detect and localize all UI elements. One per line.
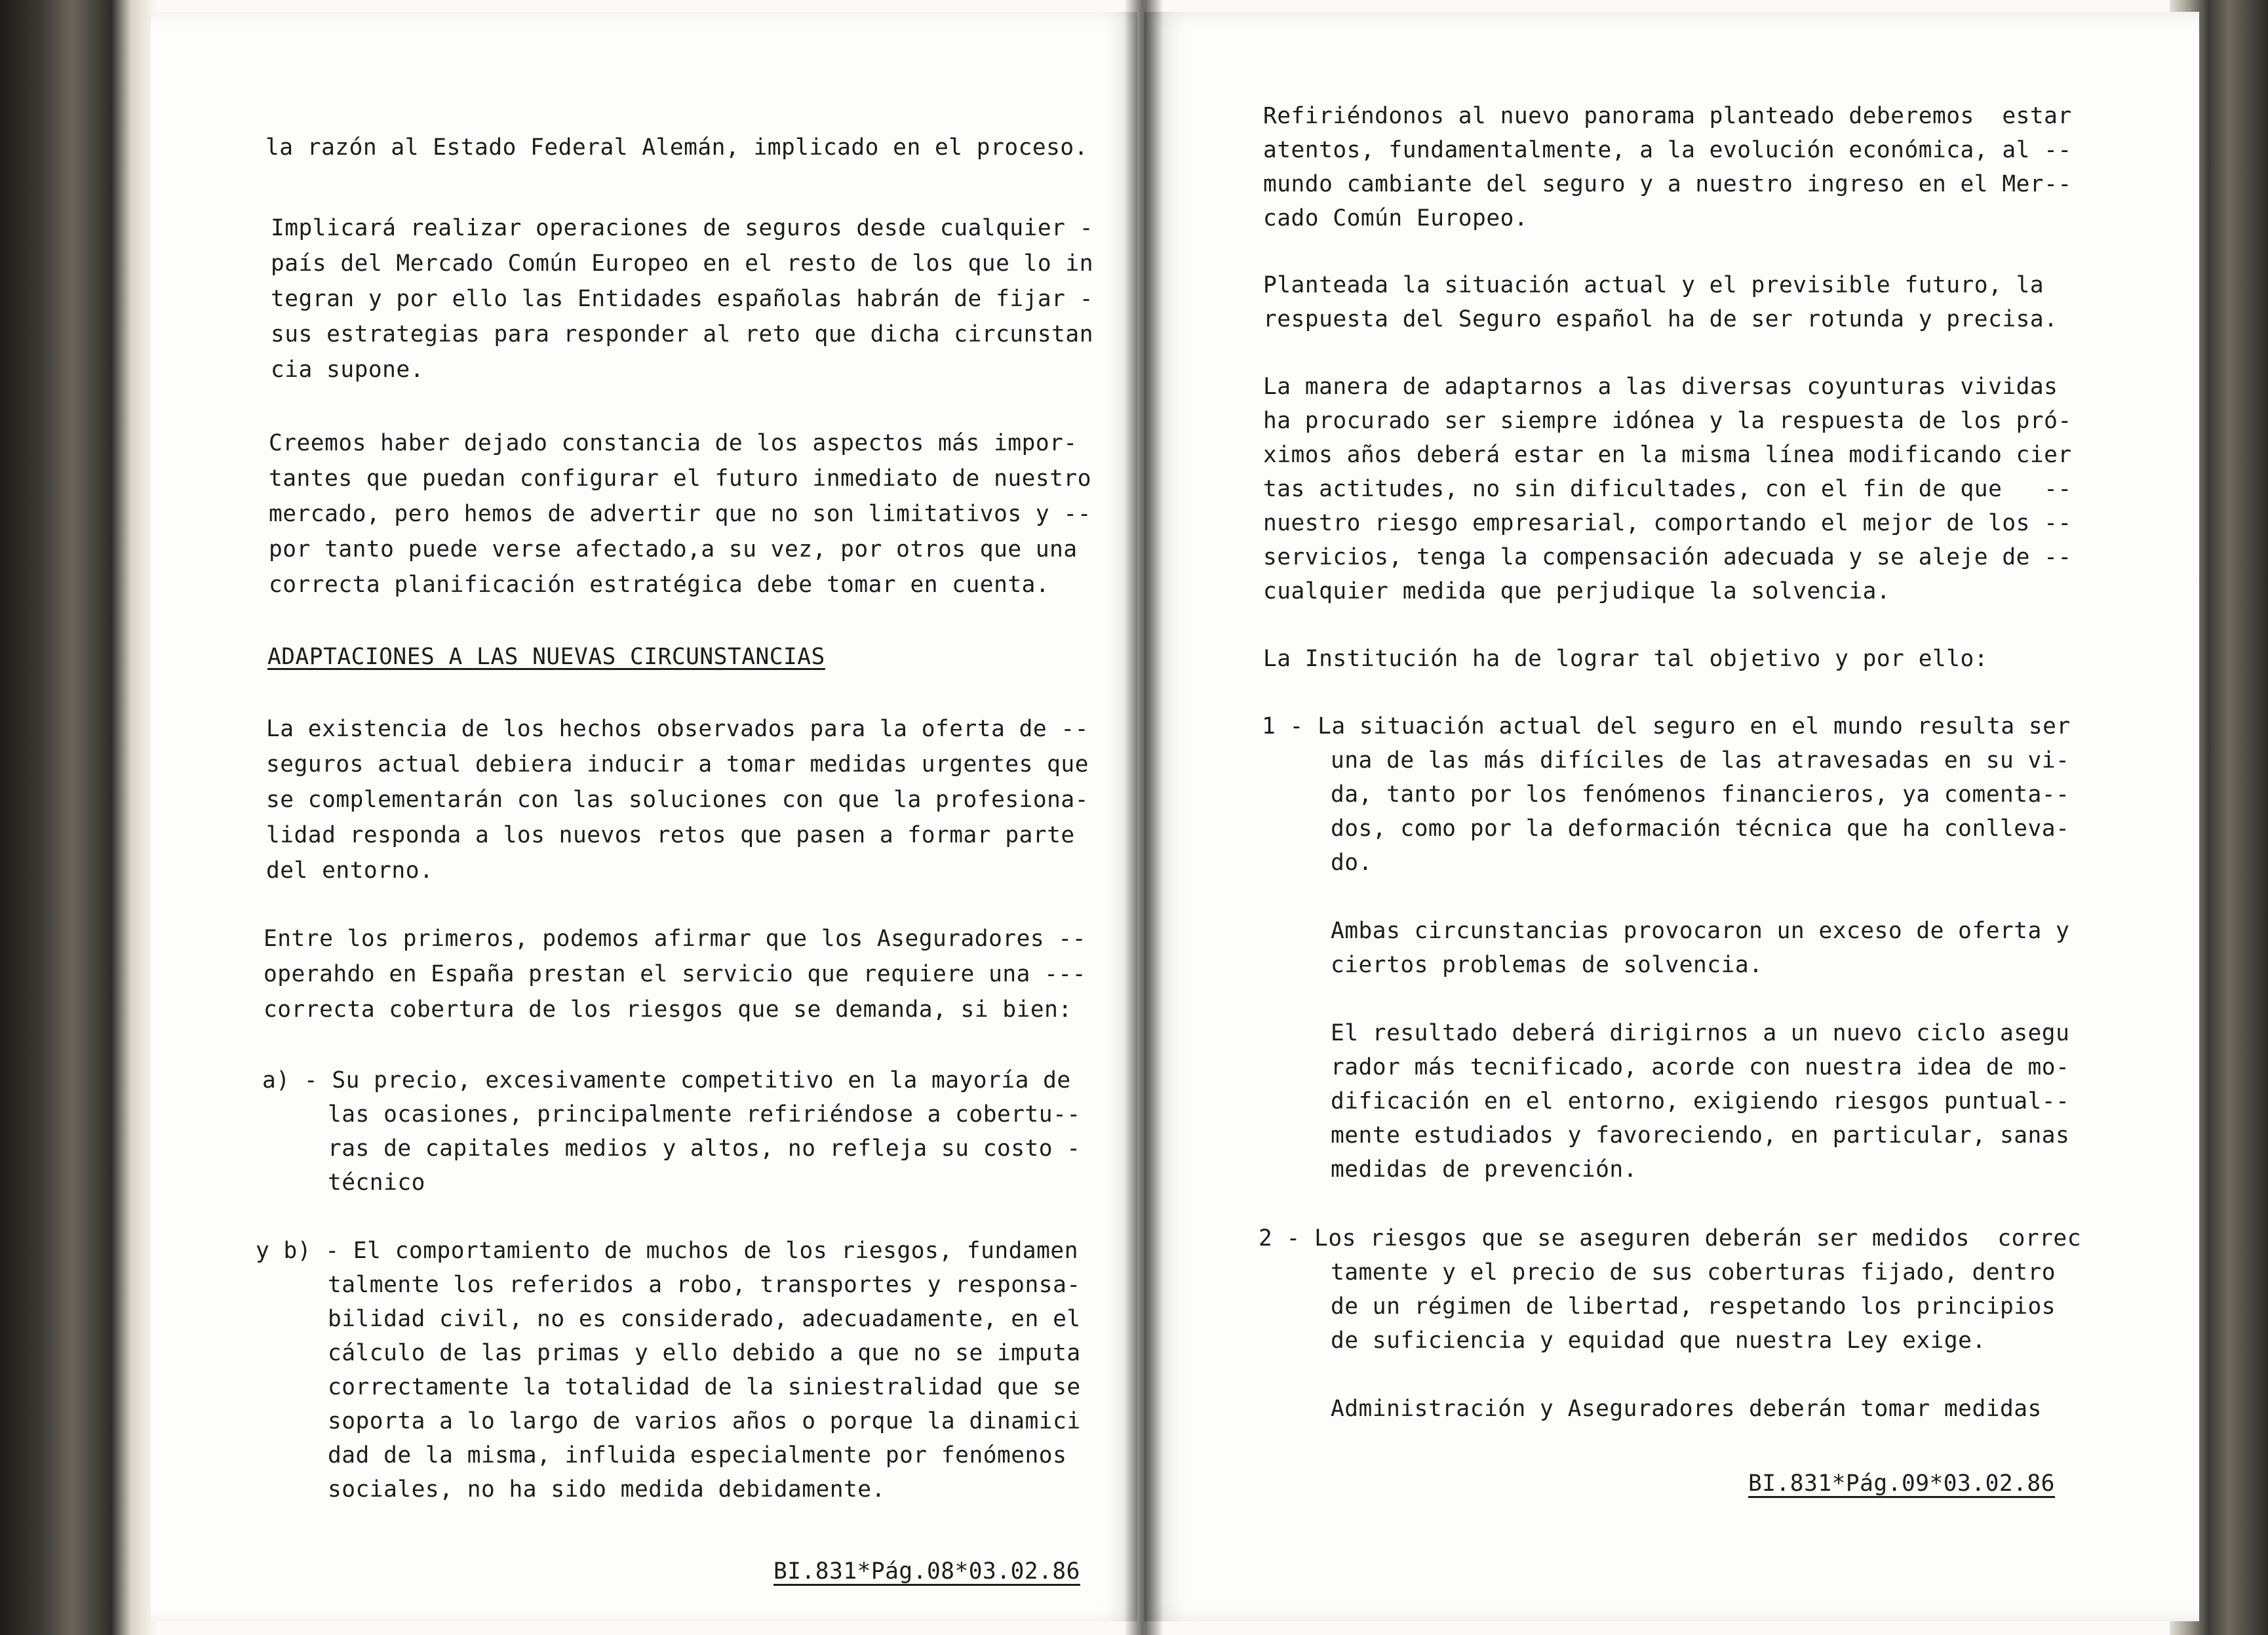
text-line: cualquier medida que perjudique la solvencia.	[1263, 578, 1891, 604]
text-line: de suficiencia y equidad que nuestra Ley exige.	[1331, 1328, 1986, 1354]
text-line: soporta a lo largo de varios años o porque la dinamici	[328, 1408, 1081, 1434]
text-line: dificación en el entorno, exigiendo riesgos puntual--	[1331, 1088, 2070, 1114]
list-item-b: y b) - El comportamiento de muchos de los riesgos, fundamen	[256, 1238, 1078, 1264]
text-line: cálculo de las primas y ello debido a que no se imputa	[328, 1340, 1081, 1366]
text-line: mercado, pero hemos de advertir que no son limitativos y --	[269, 501, 1091, 527]
text-line: do.	[1331, 850, 1373, 876]
text-line: la razón al Estado Federal Alemán, implicado en el proceso.	[265, 134, 1088, 161]
text-line: Planteada la situación actual y el previsible futuro, la	[1263, 272, 2044, 298]
text-line: mente estudiados y favoreciendo, en particular, sanas	[1331, 1122, 2070, 1149]
section-heading: ADAPTACIONES A LAS NUEVAS CIRCUNSTANCIAS	[267, 644, 825, 670]
text-line: seguros actual debiera inducir a tomar medidas urgentes que	[266, 751, 1089, 778]
text-line: tantes que puedan configurar el futuro inmediato de nuestro	[269, 465, 1091, 492]
list-item-a: a) - Su precio, excesivamente competitivo en la mayoría de	[262, 1067, 1071, 1093]
text-line: sociales, no ha sido medida debidamente.	[328, 1476, 886, 1503]
text-line: tegran y por ello las Entidades españolas habrán de fijar -	[271, 286, 1093, 312]
list-item-1: 1 - La situación actual del seguro en el mundo resulta ser	[1262, 713, 2071, 739]
text-line: respuesta del Seguro español ha de ser rotunda y precisa.	[1263, 306, 2058, 332]
page-footer: BI.831*Pág.08*03.02.86	[773, 1558, 1080, 1585]
text-line: cado Común Europeo.	[1263, 205, 1529, 231]
book-gutter	[1124, 0, 1163, 1635]
text-line: correcta cobertura de los riesgos que se demanda, si bien:	[264, 996, 1072, 1023]
right-page	[1144, 12, 2199, 1621]
text-line: La Institución ha de lograr tal objetivo y por ello:	[1263, 646, 1989, 672]
text-line: dad de la misma, influida especialmente por fenómenos	[328, 1442, 1067, 1468]
text-line: dos, como por la deformación técnica que ha conlleva-	[1331, 816, 2070, 842]
text-line: técnico	[328, 1170, 425, 1196]
text-line: lidad responda a los nuevos retos que pasen a formar parte	[266, 822, 1075, 848]
text-line: Creemos haber dejado constancia de los aspectos más impor-	[269, 430, 1078, 456]
text-line: sus estrategias para responder al reto que dicha circunstan	[271, 321, 1093, 347]
text-line: medidas de prevención.	[1331, 1156, 1637, 1183]
text-line: tas actitudes, no sin dificultades, con el fin de que --	[1263, 476, 2072, 502]
text-line: ha procurado ser siempre idónea y la respuesta de los pró-	[1263, 408, 2072, 434]
page-footer: BI.831*Pág.09*03.02.86	[1748, 1470, 2055, 1497]
text-line: Ambas circunstancias provocaron un exceso de oferta y	[1331, 918, 2070, 944]
text-line: se complementarán con las soluciones con que la profesiona-	[266, 787, 1089, 813]
text-line: tamente y el precio de sus coberturas fijado, dentro	[1331, 1259, 2056, 1286]
text-line: bilidad civil, no es considerado, adecuadamente, en el	[328, 1306, 1081, 1332]
text-line: atentos, fundamentalmente, a la evolución económica, al --	[1263, 137, 2072, 163]
text-line: país del Mercado Común Europeo en el resto de los que lo in	[271, 250, 1093, 277]
text-line: Implicará realizar operaciones de seguros desde cualquier -	[271, 215, 1093, 241]
list-item-2: 2 - Los riesgos que se aseguren deberán ser medidos correc	[1259, 1225, 2081, 1251]
text-line: Entre los primeros, podemos afirmar que los Aseguradores --	[264, 926, 1086, 952]
text-line: ras de capitales medios y altos, no refleja su costo -	[328, 1135, 1081, 1162]
text-line: por tanto puede verse afectado,a su vez, por otros que una	[269, 536, 1078, 562]
text-line: El resultado deberá dirigirnos a un nuevo ciclo asegu	[1331, 1020, 2070, 1046]
text-line: ximos años deberá estar en la misma línea modificando cier	[1263, 442, 2072, 468]
text-line: del entorno.	[266, 857, 434, 884]
text-line: correctamente la totalidad de la siniestralidad que se	[328, 1374, 1081, 1400]
left-page	[151, 12, 1137, 1621]
text-line: da, tanto por los fenómenos financieros, ya comenta--	[1331, 781, 2070, 808]
text-line: nuestro riesgo empresarial, comportando el mejor de los --	[1263, 510, 2072, 536]
text-line: correcta planificación estratégica debe tomar en cuenta.	[269, 572, 1050, 598]
text-line: rador más tecnificado, acorde con nuestra idea de mo-	[1331, 1054, 2070, 1080]
text-line: Refiriéndonos al nuevo panorama planteado deberemos estar	[1263, 103, 2072, 129]
text-line: servicios, tenga la compensación adecuada y se aleje de --	[1263, 544, 2072, 570]
text-line: La manera de adaptarnos a las diversas coyunturas vividas	[1263, 374, 2058, 400]
text-line: una de las más difíciles de las atravesadas en su vi-	[1331, 747, 2070, 774]
text-line: cia supone.	[271, 357, 424, 383]
text-line: mundo cambiante del seguro y a nuestro ingreso en el Mer--	[1263, 171, 2072, 197]
text-line: ciertos problemas de solvencia.	[1331, 952, 1763, 978]
text-line: operahdo en España prestan el servicio que requiere una ---	[264, 961, 1086, 987]
text-line: La existencia de los hechos observados para la oferta de --	[266, 716, 1089, 742]
text-line: de un régimen de libertad, respetando los principios	[1331, 1293, 2056, 1320]
text-line: Administración y Aseguradores deberán tomar medidas	[1331, 1396, 2042, 1422]
text-line: las ocasiones, principalmente refiriéndose a cobertu--	[328, 1101, 1081, 1128]
text-line: talmente los referidos a robo, transportes y responsa-	[328, 1272, 1081, 1298]
